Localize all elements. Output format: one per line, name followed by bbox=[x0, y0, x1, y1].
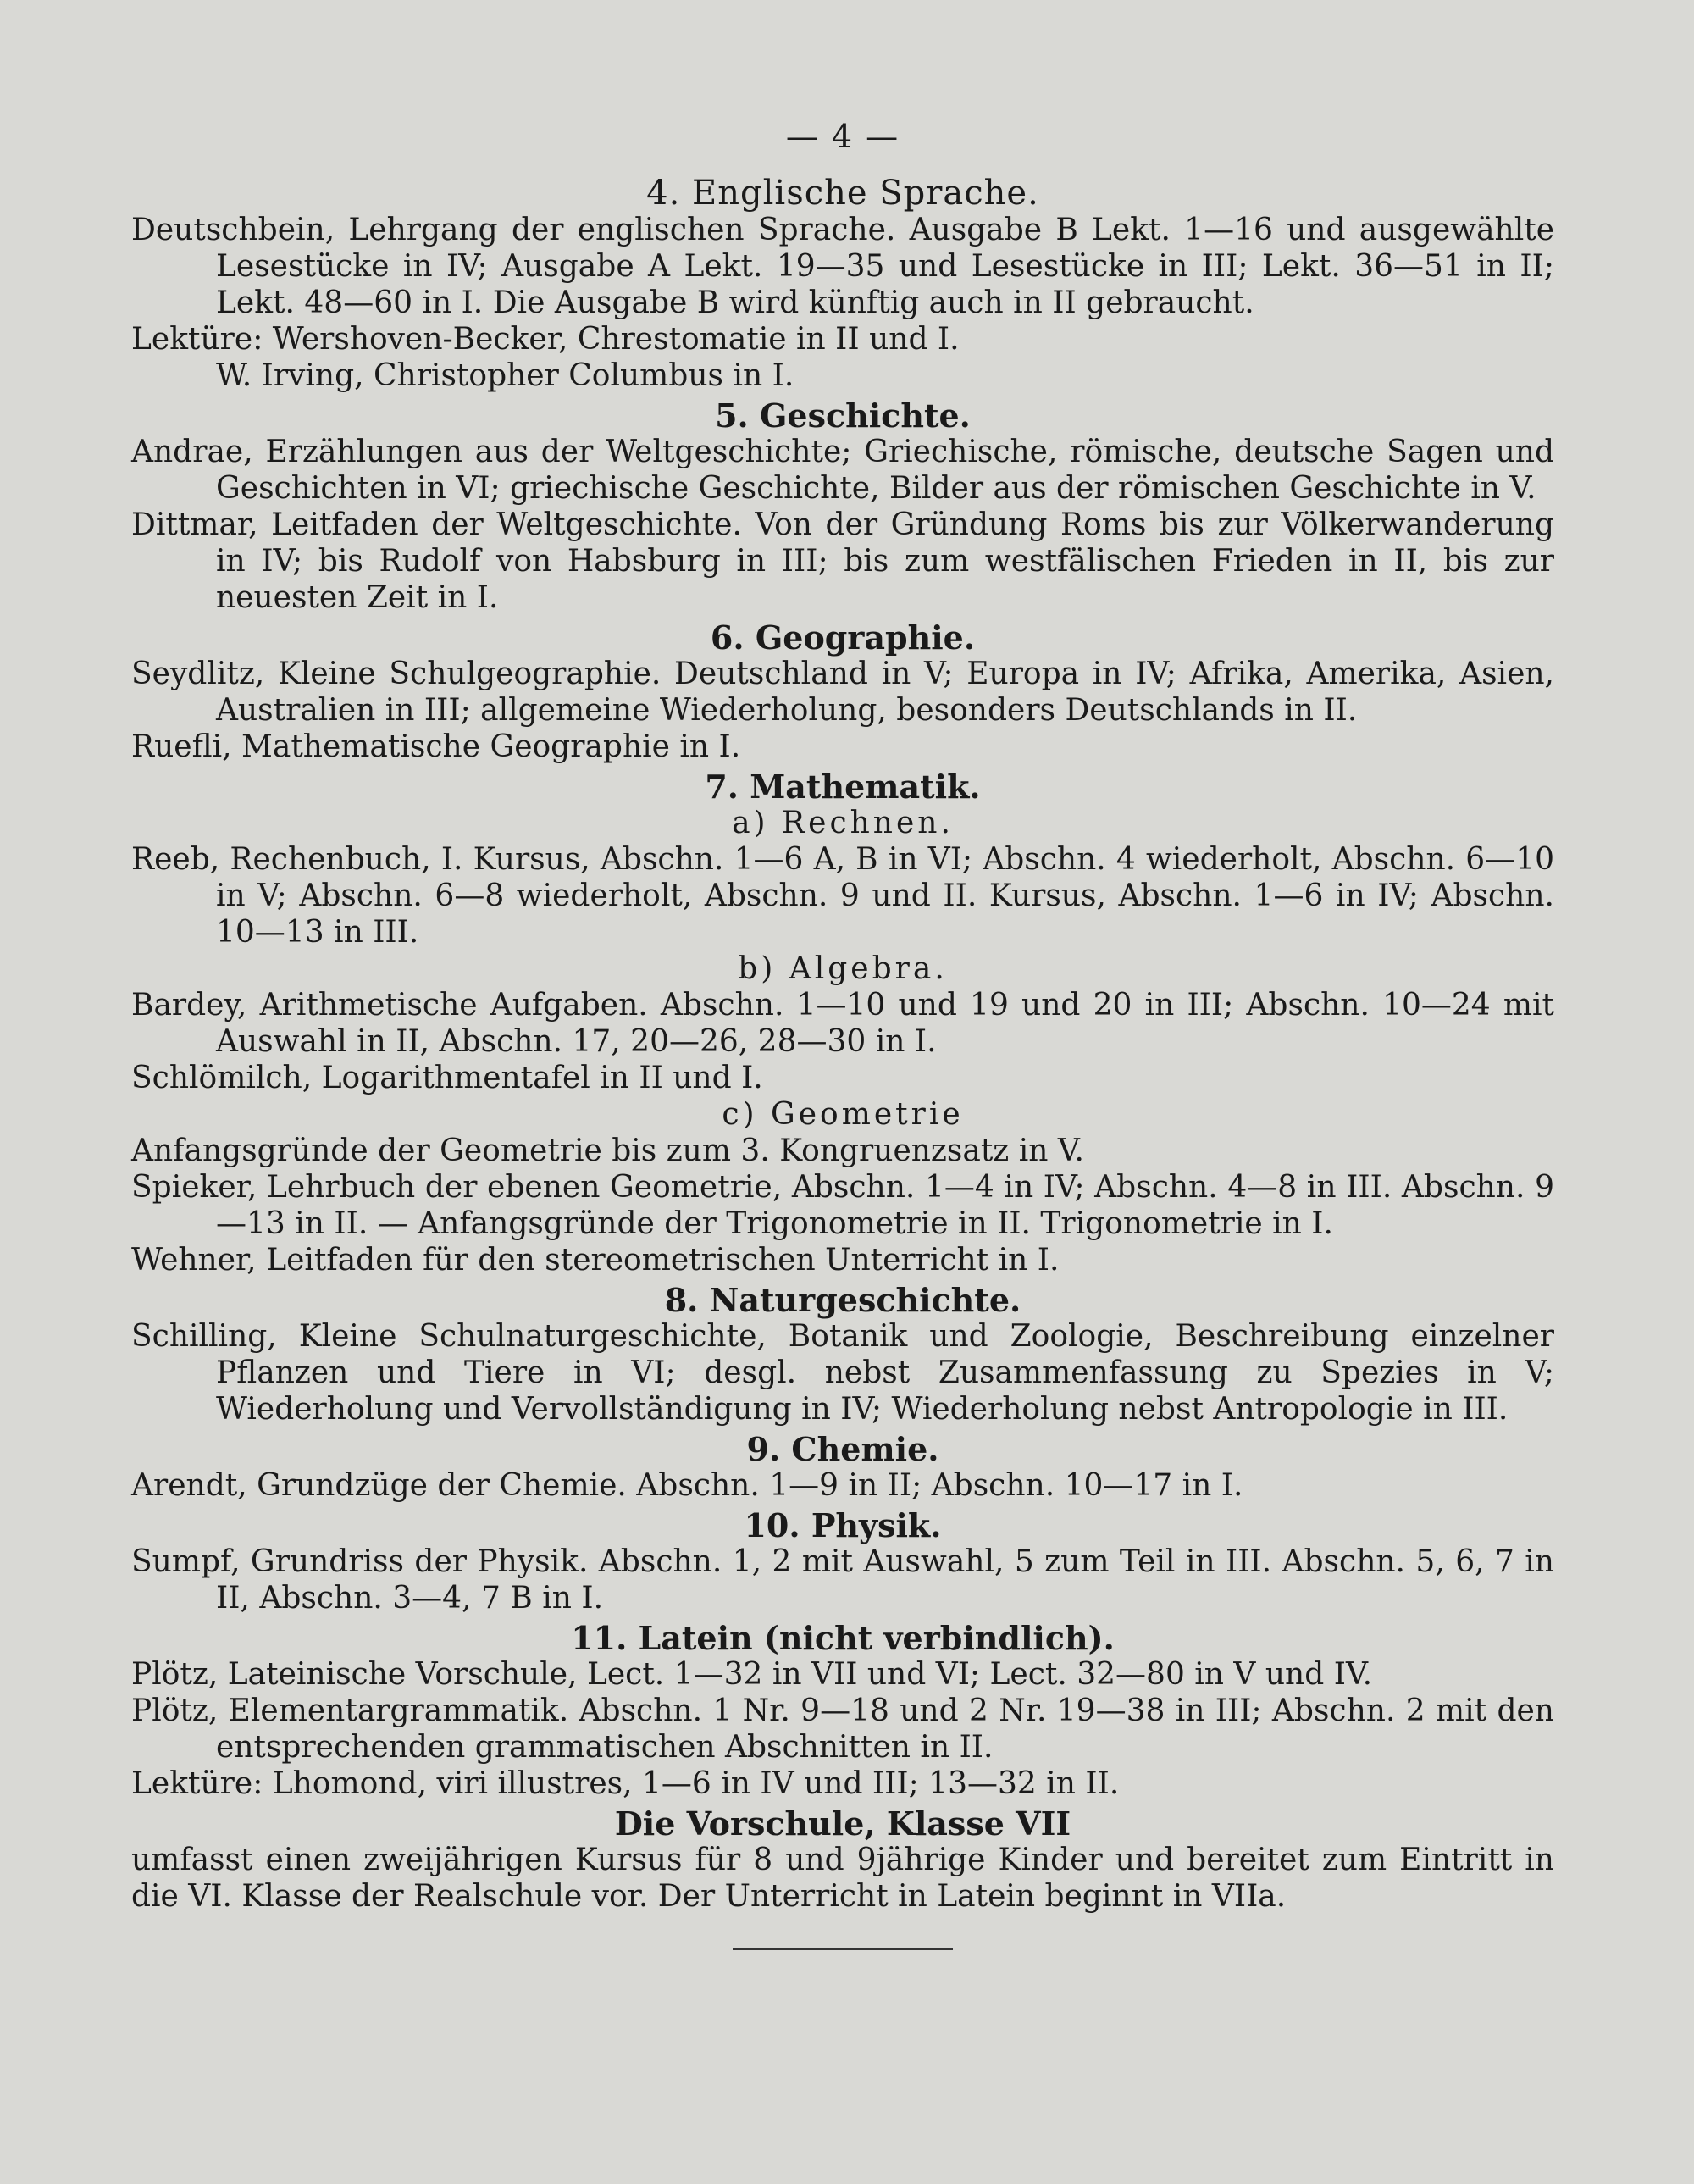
entry-spieker: Spieker, Lehrbuch der ebenen Geometrie, Abschn. 1—4 in IV; Abschn. 4—8 in III. Abschn. 9—13 in II. — Anfangsgründe der Trigonometrie in II. Trigonometrie in I. bbox=[131, 1170, 1554, 1241]
entry-ruefli: Ruefli, Mathematische Geographie in I. bbox=[131, 729, 741, 764]
subsection-heading-geometrie: c) Geometrie bbox=[722, 1097, 964, 1132]
entry-dittmar: Dittmar, Leitfaden der Weltgeschichte. Von der Gründung Roms bis zur Völkerwanderung in IV; bis Rudolf von Habsburg in III; bis zum westfälischen Frieden in II, bis zur neuesten Zeit in I. bbox=[131, 507, 1554, 615]
entry-deutschbein: Deutschbein, Lehrgang der englischen Sprache. Ausgabe B Lekt. 1—16 und ausgewählte Lesestücke in IV; Ausgabe A Lekt. 19—35 und Lesestücke in III; Lekt. 36—51 in II; Lekt. 48—60 in I. Die Ausgabe B wird künftig auch in II gebraucht. bbox=[131, 213, 1554, 320]
entry-schloemilch: Schlömilch, Logarithmentafel in II und I. bbox=[131, 1061, 763, 1095]
entry-reeb: Reeb, Rechenbuch, I. Kursus, Abschn. 1—6 A, B in VI; Abschn. 4 wiederholt, Abschn. 6—10 in V; Abschn. 6—8 wiederholt, Abschn. 9 und II. Kursus, Abschn. 1—6 in IV; Abschn. 10—13 in III. bbox=[131, 842, 1554, 950]
entry-bardey: Bardey, Arithmetische Aufgaben. Abschn. 1—10 und 19 und 20 in III; Abschn. 10—24 mit Auswahl in II, Abschn. 17, 20—26, 28—30 in I. bbox=[131, 988, 1554, 1059]
section-heading-geographie: 6. Geographie. bbox=[710, 618, 976, 657]
entry-ploetz-elementargrammatik: Plötz, Elementargrammatik. Abschn. 1 Nr. 9—18 und 2 Nr. 19—38 in III; Abschn. 2 mit den entsprechenden grammatischen Abschnitten in II. bbox=[131, 1693, 1554, 1765]
section-heading-vorschule: Die Vorschule, Klasse VII bbox=[614, 1804, 1071, 1843]
subsection-heading-rechnen: a) Rechnen. bbox=[732, 806, 954, 840]
subsection-heading-algebra: b) Algebra. bbox=[738, 951, 948, 986]
entry-wehner: Wehner, Leitfaden für den stereometrischen Unterricht in I. bbox=[131, 1243, 1060, 1278]
section-heading-chemie: 9. Chemie. bbox=[746, 1430, 939, 1468]
entry-schilling: Schilling, Kleine Schulnaturgeschichte, Botanik und Zoologie, Beschreibung einzelner Pflanzen und Tiere in VI; desgl. nebst Zusammenfassung zu Spezies in V; Wiederholung und Vervollständigung in IV; Wiederholung nebst Antropologie in III. bbox=[131, 1319, 1554, 1427]
section-heading-englische-sprache: 4. Englische Sprache. bbox=[646, 174, 1039, 213]
page-content bbox=[131, 119, 1554, 1950]
entry-andrae: Andrae, Erzählungen aus der Weltgeschichte; Griechische, römische, deutsche Sagen und Geschichten in VI; griechische Geschichte, Bilder aus der römischen Geschichte in V. bbox=[131, 435, 1554, 506]
section-heading-physik: 10. Physik. bbox=[744, 1506, 942, 1544]
section-heading-naturgeschichte: 8. Naturgeschichte. bbox=[664, 1281, 1021, 1319]
closing-rule bbox=[733, 1948, 953, 1950]
section-heading-mathematik: 7. Mathematik. bbox=[705, 768, 981, 806]
entry-sumpf: Sumpf, Grundriss der Physik. Abschn. 1, 2 mit Auswahl, 5 zum Teil in III. Abschn. 5, 6, 7 in II, Abschn. 3—4, 7 B in I. bbox=[131, 1544, 1554, 1616]
entry-lektuere-wershoven: Lektüre: Wershoven-Becker, Chrestomatie in II und I. bbox=[131, 322, 960, 357]
entry-arendt: Arendt, Grundzüge der Chemie. Abschn. 1—9 in II; Abschn. 10—17 in I. bbox=[131, 1468, 1243, 1503]
page-number: — 4 — bbox=[785, 118, 900, 155]
section-heading-geschichte: 5. Geschichte. bbox=[715, 396, 971, 435]
entry-seydlitz: Seydlitz, Kleine Schulgeographie. Deutschland in V; Europa in IV; Afrika, Amerika, Asien, Australien in III; allgemeine Wiederholung, besonders Deutschlands in II. bbox=[131, 657, 1554, 728]
entry-ploetz-vorschule: Plötz, Lateinische Vorschule, Lect. 1—32 in VII und VI; Lect. 32—80 in V und IV. bbox=[131, 1657, 1373, 1692]
paragraph-vorschule: umfasst einen zweijährigen Kursus für 8 und 9jährige Kinder und bereitet zum Eintritt in die VI. Klasse der Realschule vor. Der Unterricht in Latein beginnt in VIIa. bbox=[131, 1843, 1554, 1914]
entry-anfangsgruende: Anfangsgründe der Geometrie bis zum 3. Kongruenzsatz in V. bbox=[131, 1134, 1084, 1168]
section-heading-latein: 11. Latein (nicht verbindlich). bbox=[571, 1619, 1115, 1657]
entry-lektuere-lhomond: Lektüre: Lhomond, viri illustres, 1—6 in IV und III; 13—32 in II. bbox=[131, 1766, 1120, 1801]
entry-irving: W. Irving, Christopher Columbus in I. bbox=[216, 358, 794, 393]
